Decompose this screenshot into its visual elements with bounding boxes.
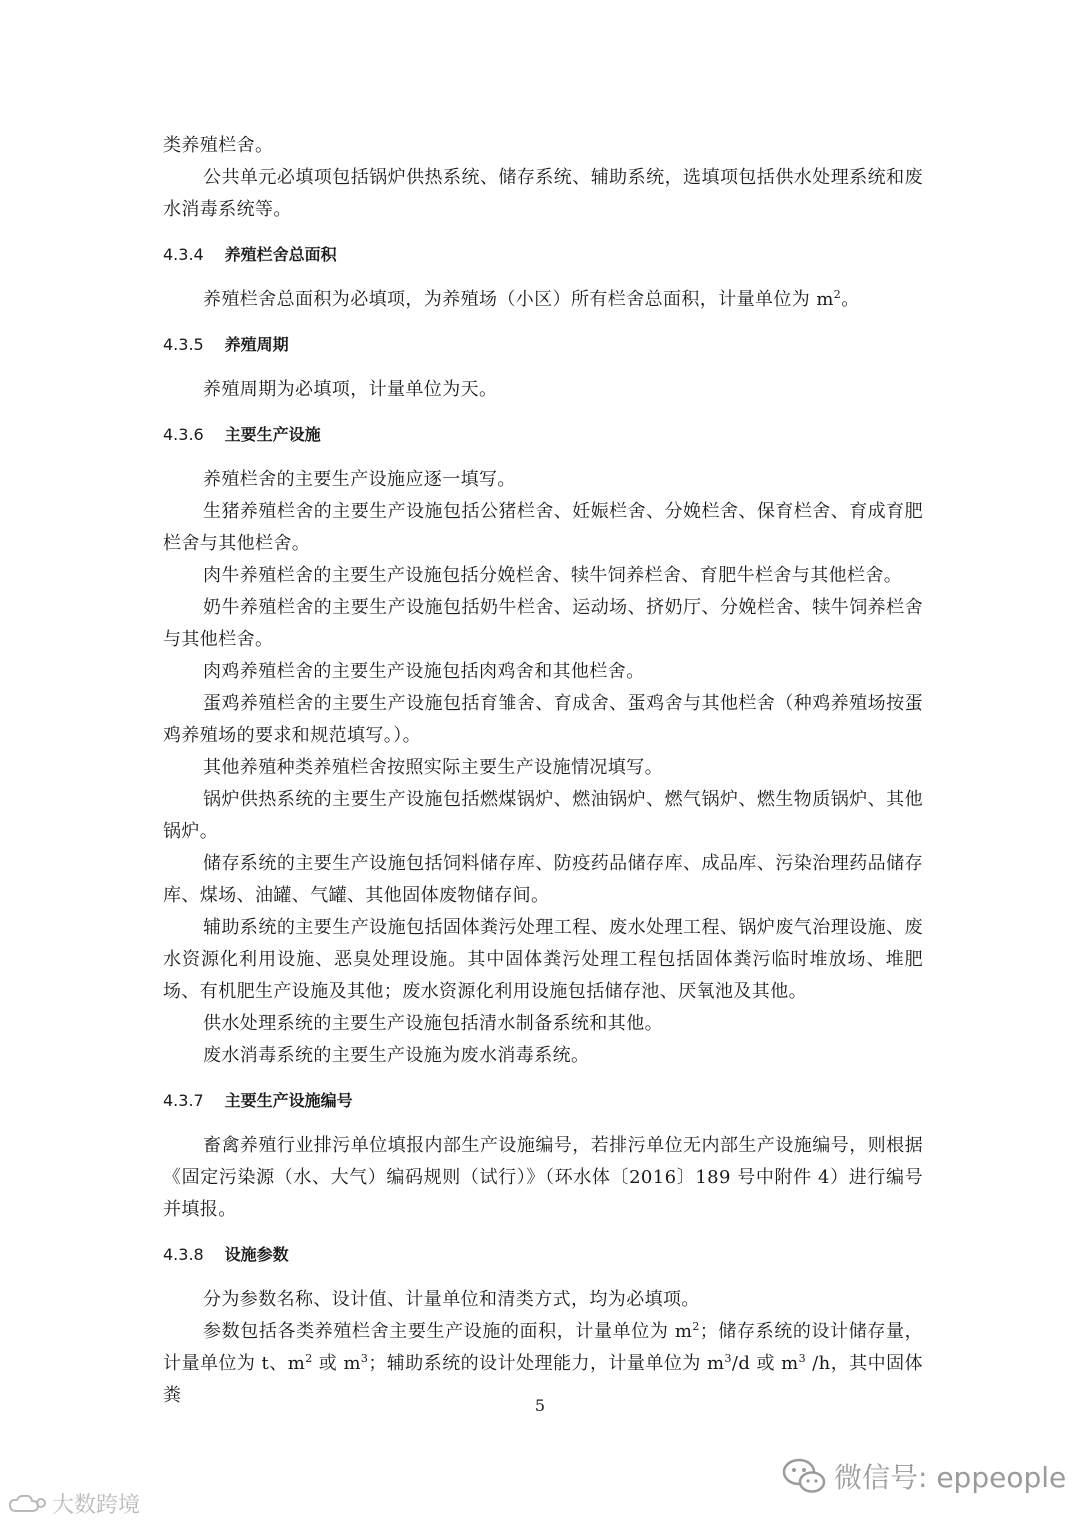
- paragraph: 肉鸡养殖栏舍的主要生产设施包括肉鸡舍和其他栏舍。: [203, 661, 645, 682]
- superscript: 3: [798, 1352, 806, 1365]
- paragraph: 类养殖栏舍。: [163, 135, 274, 156]
- paragraph: 公共单元必填项包括锅炉供热系统、储存系统、辅助系统，选填项包括供水处理系统和废水消毒系统等。: [163, 167, 923, 220]
- section-number: 4.3.5: [163, 335, 204, 354]
- wechat-icon: [782, 1457, 826, 1495]
- document-body: [163, 130, 923, 1412]
- text-run: ；辅助系统的设计处理能力，计量单位为 m: [368, 1353, 725, 1374]
- paragraph: 废水消毒系统的主要生产设施为废水消毒系统。: [203, 1045, 590, 1066]
- section-heading-4-3-8: [163, 1244, 923, 1266]
- paragraph: 分为参数名称、设计值、计量单位和清类方式，均为必填项。: [203, 1289, 700, 1310]
- text-run: 。: [841, 289, 860, 310]
- page-number: 5: [534, 1396, 546, 1415]
- text-run: 或 m: [312, 1353, 361, 1374]
- superscript: 3: [360, 1352, 369, 1365]
- section-number: 4.3.8: [163, 1245, 204, 1264]
- section-title: 主要生产设施编号: [224, 1091, 353, 1110]
- section-title: 设施参数: [224, 1245, 289, 1264]
- watermark-right: [782, 1456, 1066, 1496]
- section-heading-4-3-4: [163, 244, 923, 266]
- paragraph: 养殖栏舍的主要生产设施应逐一填写。: [203, 469, 516, 490]
- paragraph: 畜禽养殖行业排污单位填报内部生产设施编号，若排污单位无内部生产设施编号，则根据《固定污染源（水、大气）编码规则（试行）》（环水体〔2016〕189 号中附件 4）进行编号并填报。: [163, 1135, 923, 1220]
- paragraph: 其他养殖种类养殖栏舍按照实际主要生产设施情况填写。: [203, 757, 663, 778]
- section-number: 4.3.7: [163, 1091, 204, 1110]
- superscript: 3: [724, 1352, 732, 1365]
- text-run: /h，其中固体粪: [163, 1353, 923, 1406]
- text-run: /d 或 m: [731, 1353, 799, 1374]
- superscript: 2: [305, 1352, 313, 1365]
- paragraph: 供水处理系统的主要生产设施包括清水制备系统和其他。: [203, 1013, 663, 1034]
- paragraph: [163, 284, 923, 316]
- section-heading-4-3-5: [163, 334, 923, 356]
- paragraph: 锅炉供热系统的主要生产设施包括燃煤锅炉、燃油锅炉、燃气锅炉、燃生物质锅炉、其他锅炉。: [163, 789, 923, 842]
- text-run: 养殖栏舍总面积为必填项，为养殖场（小区）所有栏舍总面积，计量单位为 m: [203, 289, 834, 310]
- paragraph: 生猪养殖栏舍的主要生产设施包括公猪栏舍、妊娠栏舍、分娩栏舍、保育栏舍、育成育肥栏舍与其他栏舍。: [163, 501, 923, 554]
- superscript: 2: [692, 1320, 700, 1333]
- watermark-left-text: 大数跨境: [52, 1493, 141, 1518]
- text-run: ；储存系统的设计储存量，计量单位为 t、m: [163, 1321, 923, 1374]
- text-run: 参数包括各类养殖栏舍主要生产设施的面积，计量单位为 m: [203, 1321, 693, 1342]
- paragraph: 奶牛养殖栏舍的主要生产设施包括奶牛栏舍、运动场、挤奶厅、分娩栏舍、犊牛饲养栏舍与其他栏舍。: [163, 597, 923, 650]
- paragraph: 辅助系统的主要生产设施包括固体粪污处理工程、废水处理工程、锅炉废气治理设施、废水资源化利用设施、恶臭处理设施。其中固体粪污处理工程包括固体粪污临时堆放场、堆肥场、有机肥生产设施及其他；废水资源化利用设施包括储存池、厌氧池及其他。: [163, 917, 923, 1002]
- paragraph: 养殖周期为必填项，计量单位为天。: [203, 379, 498, 400]
- cloud-logo-icon: [8, 1493, 48, 1515]
- section-number: 4.3.6: [163, 425, 204, 444]
- paragraph: 储存系统的主要生产设施包括饲料储存库、防疫药品储存库、成品库、污染治理药品储存库、煤场、油罐、气罐、其他固体废物储存间。: [163, 853, 923, 906]
- watermark-right-text: 微信号: eppeople: [834, 1461, 1067, 1494]
- section-heading-4-3-7: [163, 1090, 923, 1112]
- paragraph: 蛋鸡养殖栏舍的主要生产设施包括育雏舍、育成舍、蛋鸡舍与其他栏舍（种鸡养殖场按蛋鸡养殖场的要求和规范填写。）。: [163, 693, 923, 746]
- paragraph: 肉牛养殖栏舍的主要生产设施包括分娩栏舍、犊牛饲养栏舍、育肥牛栏舍与其他栏舍。: [203, 565, 903, 586]
- section-title: 养殖周期: [224, 335, 289, 354]
- section-title: 养殖栏舍总面积: [224, 245, 337, 264]
- superscript: 2: [833, 288, 842, 301]
- section-title: 主要生产设施: [224, 425, 321, 444]
- section-heading-4-3-6: [163, 424, 923, 446]
- watermark-left: [8, 1488, 140, 1519]
- section-number: 4.3.4: [163, 245, 204, 264]
